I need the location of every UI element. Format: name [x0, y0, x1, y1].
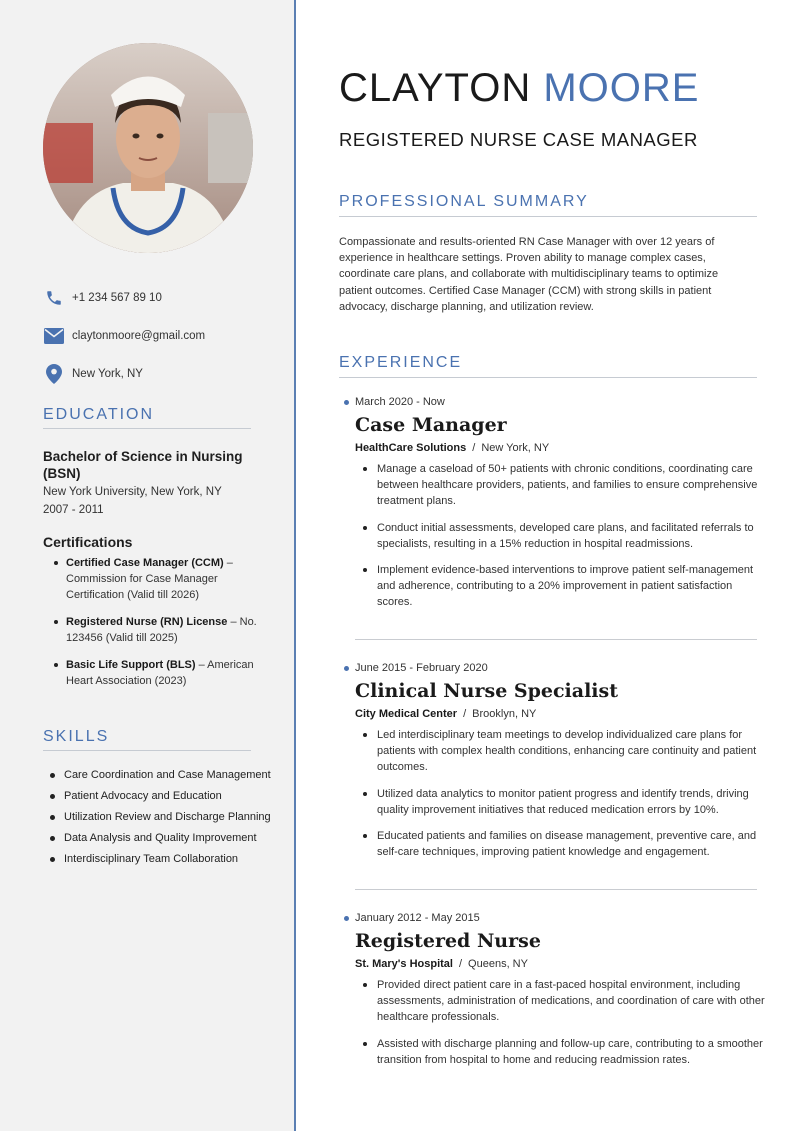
job-bullets [377, 461, 770, 611]
skill-item: Data Analysis and Quality Improvement [50, 832, 275, 845]
job-role: Case Manager [355, 414, 507, 436]
summary-heading: PROFESSIONAL SUMMARY [339, 193, 757, 217]
candidate-name [339, 66, 699, 111]
certification-item: Registered Nurse (RN) License – No. 123456 (Valid till 2025) [52, 614, 267, 646]
last-name: MOORE [543, 66, 700, 110]
contact-email [43, 325, 205, 347]
skill-item: Utilization Review and Discharge Planning [50, 811, 275, 824]
phone-text: +1 234 567 89 10 [72, 292, 162, 304]
job-date: January 2012 - May 2015 [339, 912, 769, 924]
experience-separator [355, 889, 757, 890]
company-line: HealthCare Solutions / New York, NY [355, 442, 550, 454]
experience-entry [339, 662, 769, 870]
job-bullet: Utilized data analytics to monitor patient progress and identify trends, driving quality improvement initiatives that reduced medication errors by 10%. [377, 786, 770, 818]
company-name: HealthCare Solutions [355, 442, 467, 454]
sidebar-divider [294, 0, 296, 1131]
certifications-heading: Certifications [43, 534, 133, 550]
experience-separator [355, 639, 757, 640]
experience-heading: EXPERIENCE [339, 354, 757, 378]
job-date: June 2015 - February 2020 [339, 662, 769, 674]
education-heading: EDUCATION [43, 406, 251, 429]
skills-heading: SKILLS [43, 728, 251, 751]
company-location: Queens, NY [468, 958, 528, 970]
skill-item: Care Coordination and Case Management [50, 769, 275, 782]
company-line: St. Mary's Hospital / Queens, NY [355, 958, 528, 970]
email-text: claytonmoore@gmail.com [72, 330, 206, 342]
job-bullet: Assisted with discharge planning and follow-up care, contributing to a smoother transition from hospital to home and reducing readmission rates. [377, 1036, 770, 1068]
job-role: Registered Nurse [355, 930, 541, 952]
job-bullet: Implement evidence-based interventions to improve patient self-management and adherence, contributing to a 20% improvement in patient satisfaction scores. [377, 562, 770, 611]
job-bullet: Provided direct patient care in a fast-paced hospital environment, including assessments, administration of medications, and coordination of care with other healthcare professionals. [377, 977, 770, 1026]
job-bullet: Conduct initial assessments, developed care plans, and facilitated referrals to specialists, resulting in a 15% reduction in hospital readmissions. [377, 520, 770, 552]
job-bullet: Manage a caseload of 50+ patients with chronic conditions, coordinating care between healthcare providers, patients, and families to ensure comprehensive treatment plans. [377, 461, 770, 510]
job-bullets [377, 977, 770, 1068]
degree-title: Bachelor of Science in Nursing (BSN) [43, 449, 243, 481]
company-line: City Medical Center / Brooklyn, NY [355, 708, 537, 720]
job-bullets [377, 727, 770, 860]
company-name: City Medical Center [355, 708, 458, 720]
job-role: Clinical Nurse Specialist [355, 680, 618, 702]
experience-entry [339, 396, 769, 621]
company-name: St. Mary's Hospital [355, 958, 453, 970]
job-date: March 2020 - Now [339, 396, 769, 408]
mail-icon [43, 325, 65, 347]
location-pin-icon [43, 363, 65, 385]
skill-item: Interdisciplinary Team Collaboration [50, 853, 275, 866]
education-years: 2007 - 2011 [43, 504, 104, 516]
job-bullet: Educated patients and families on disease management, preventive care, and self-care techniques, improving patient knowledge and engagement. [377, 828, 770, 860]
location-text: New York, NY [72, 368, 143, 380]
certifications-list [52, 555, 267, 700]
contact-phone [43, 287, 162, 309]
summary-text: Compassionate and results-oriented RN Case Manager with over 12 years of experience in healthcare settings. Proven ability to manage complex cases, coordinate care plans, and collaborate with multidisciplinary teams to optimize patient outcomes. Certified Case Manager (CCM) with strong skills in patient advocacy, discharge planning, and utilization review. [339, 236, 719, 313]
experience-entry [339, 912, 769, 1078]
phone-icon [43, 287, 65, 309]
skill-item: Patient Advocacy and Education [50, 790, 275, 803]
job-bullet: Led interdisciplinary team meetings to develop individualized care plans for patients with complex health conditions, enhancing care continuity and patient outcomes. [377, 727, 770, 776]
certification-item: Certified Case Manager (CCM) – Commission for Case Manager Certification (Valid till 2026) [52, 555, 267, 603]
skills-list [50, 769, 275, 874]
company-location: New York, NY [481, 442, 550, 454]
education-school: New York University, New York, NY [43, 486, 222, 498]
job-title: REGISTERED NURSE CASE MANAGER [339, 129, 698, 150]
first-name: CLAYTON [339, 66, 532, 110]
contact-location [43, 363, 143, 385]
certification-item: Basic Life Support (BLS) – American Heart Association (2023) [52, 657, 267, 689]
company-location: Brooklyn, NY [472, 708, 537, 720]
profile-photo [43, 43, 253, 253]
